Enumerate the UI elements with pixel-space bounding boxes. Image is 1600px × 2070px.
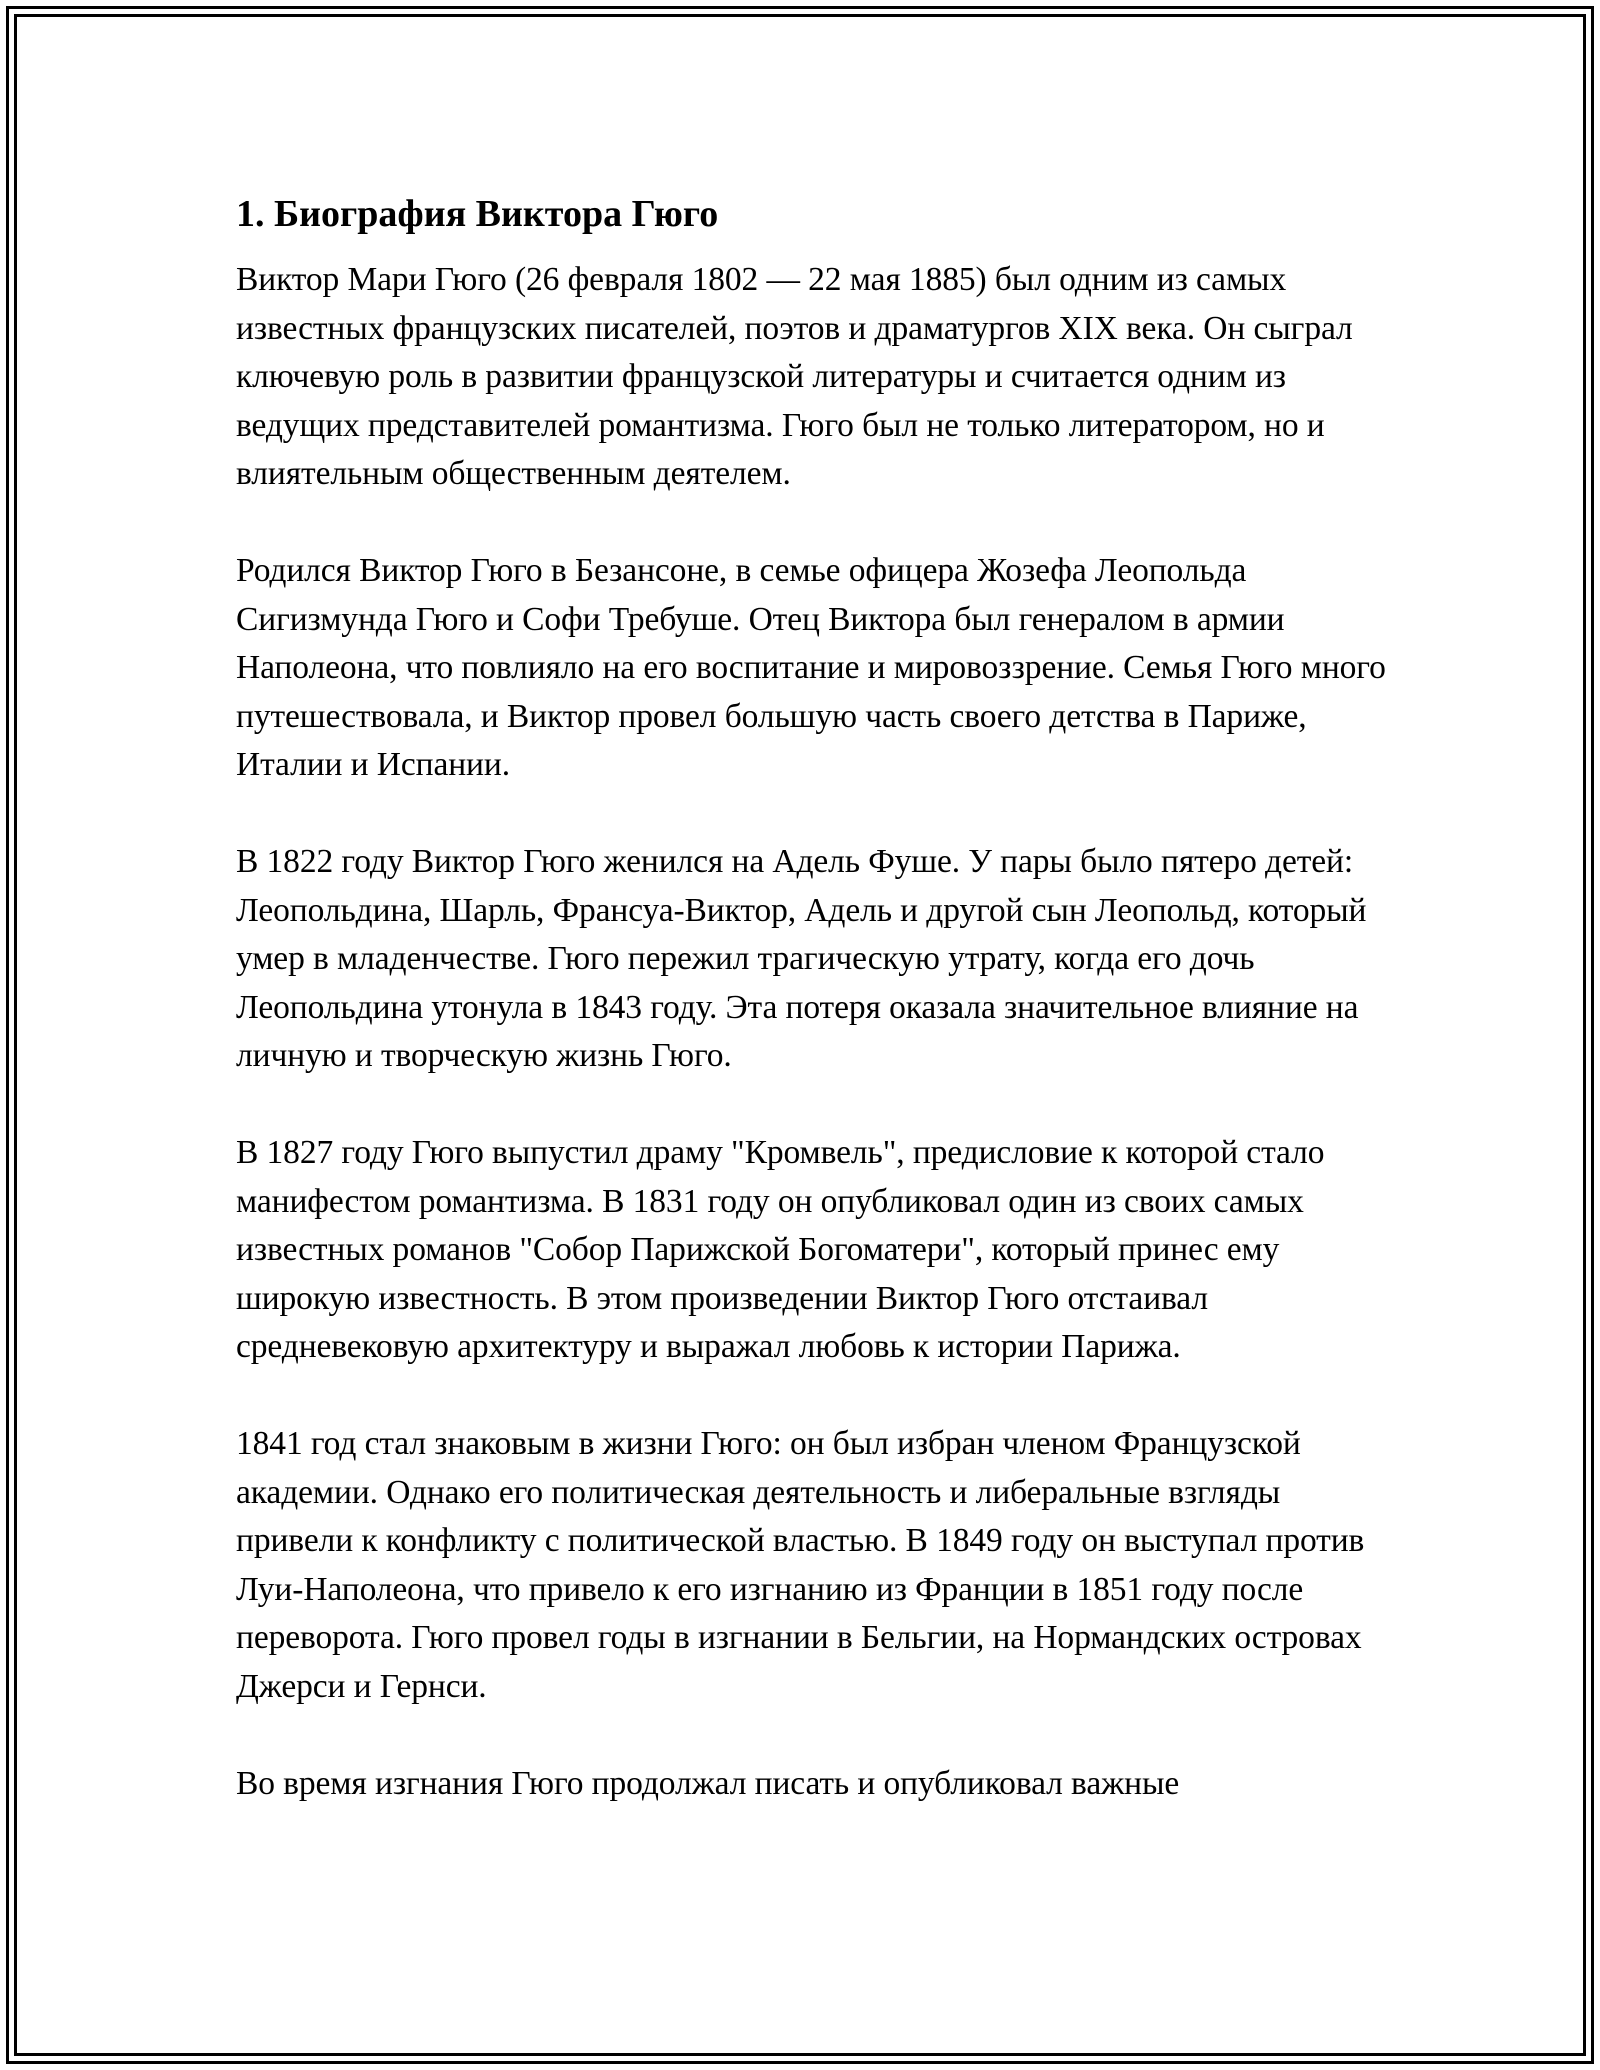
paragraph-exile: 1841 год стал знаковым в жизни Гюго: он был избран членом Французской академии. Однако его политическая деятельность и либеральные взгляды привели к конфликту с политической властью. В 1849 году он выступал против Луи-Наполеона, что привело к его изгнанию из Франции в 1851 году после переворота. Гюго провел годы в изгнании в Бельгии, на Нормандских островах Джерси и Гернси. xyxy=(236,1425,1365,1705)
section-heading: 1. Биография Виктора Гюго xyxy=(236,193,719,235)
paragraph-exile-writing: Во время изгнания Гюго продолжал писать и опубликовал важные xyxy=(236,1764,1180,1802)
paragraph-works: В 1827 году Гюго выпустил драму "Кромвель", предисловие к которой стало манифестом романтизма. В 1831 году он опубликовал один из своих самых известных романов "Собор Парижской Богоматери", который принес ему широкую известность. В этом произведении Виктор Гюго отстаивал средневековую архитектуру и выражал любовь к истории Парижа. xyxy=(236,1134,1325,1365)
paragraph-intro: Виктор Мари Гюго (26 февраля 1802 — 22 мая 1885) был одним из самых известных французских писателей, поэтов и драматургов XIX века. Он сыграл ключевую роль в развитии французской литературы и считается одним из ведущих представителей романтизма. Гюго был не только литератором, но и влиятельным общественным деятелем. xyxy=(236,261,1353,492)
document-body xyxy=(236,186,1386,1857)
paragraph-family: В 1822 году Виктор Гюго женился на Адель Фуше. У пары было пятеро детей: Леопольдина, Шарль, Франсуа-Виктор, Адель и другой сын Леопольд, который умер в младенчестве. Гюго пережил трагическую утрату, когда его дочь Леопольдина утонула в 1843 году. Эта потеря оказала значительное влияние на личную и творческую жизнь Гюго. xyxy=(236,843,1367,1074)
paragraph-birth: Родился Виктор Гюго в Безансоне, в семье офицера Жозефа Леопольда Сигизмунда Гюго и Софи Требуше. Отец Виктора был генералом в армии Наполеона, что повлияло на его воспитание и мировоззрение. Семья Гюго много путешествовала, и Виктор провел большую часть своего детства в Париже, Италии и Испании. xyxy=(236,552,1386,783)
